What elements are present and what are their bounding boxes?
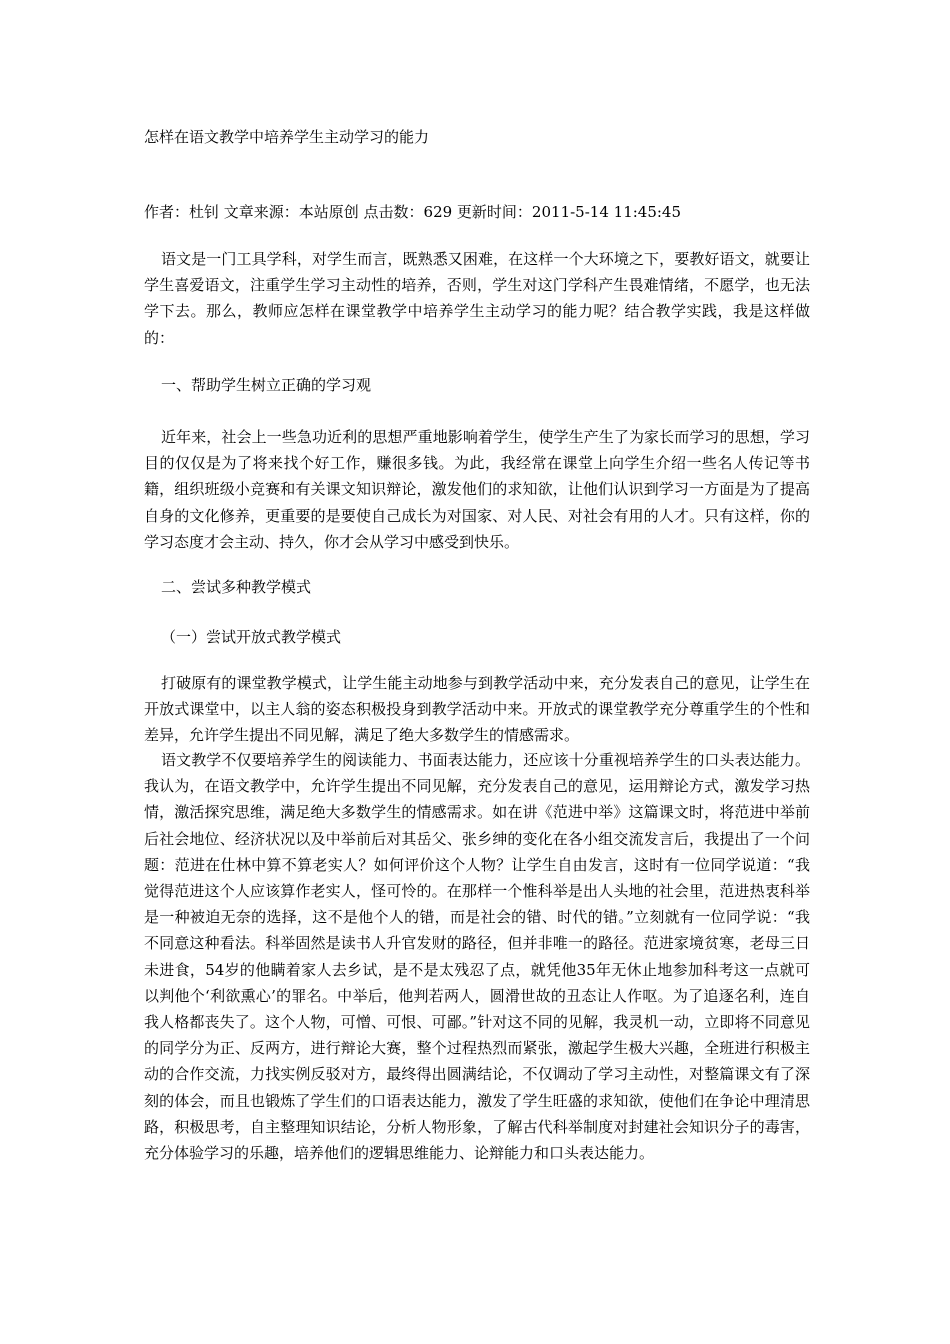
document-title: 怎样在语文教学中培养学生主动学习的能力 (144, 128, 430, 146)
section-2-heading: 二、尝试多种教学模式 (161, 578, 312, 596)
section-1-heading: 一、帮助学生树立正确的学习观 (161, 376, 372, 394)
section-1-paragraph: 近年来，社会上一些急功近利的思想严重地影响着学生，使学生产生了为家长而学习的思想，学习目的仅仅是为了将来找个好工作，赚很多钱。为此，我经常在课堂上向学生介绍一些名人传记等书籍，组织班级小竞赛和有关课文知识辩论，激发他们的求知欲，让他们认识到学习一方面是为了提高自身的文化修养，更重要的是要使自己成长为对国家、对人民、对社会有用的人才。只有这样，你的学习态度才会主动、持久，你才会从学习中感受到快乐。 (144, 428, 810, 551)
subsection-1-paragraph: 打破原有的课堂教学模式，让学生能主动地参与到教学活动中来，充分发表自己的意见，让学生在开放式课堂中，以主人翁的姿态积极投身到教学活动中来。开放式的课堂教学充分尊重学生的个性和差异，允许学生提出不同见解，满足了绝大多数学生的情感需求。 (144, 674, 810, 745)
article-meta: 作者：杜钊 文章来源：本站原创 点击数：629 更新时间：2011-5-14 11:45:45 (144, 203, 682, 221)
subsection-1-paragraph-2: 语文教学不仅要培养学生的阅读能力、书面表达能力，还应该十分重视培养学生的口头表达能力。我认为，在语文教学中，允许学生提出不同见解，充分发表自己的意见，运用辩论方式，激发学习热情，激活探究思维，满足绝大多数学生的情感需求。如在讲《范进中举》这篇课文时，将范进中举前后社会地位、经济状况以及中举前后对其岳父、张乡绅的变化在各小组交流发言后，我提出了一个问题：范进在仕林中算不算老实人？如何评价这个人物？让学生自由发言，这时有一位同学说道：“我觉得范进这个人应该算作老实人，怪可怜的。在那样一个惟科举是出人头地的社会里，范进热衷科举是一种被迫无奈的选择，这不是他个人的错，而是社会的错、时代的错。”立刻就有一位同学说：“我不同意这种看法。科举固然是读书人升官发财的路径，但并非唯一的路径。范进家境贫寒，老母三日未进食，54岁的他瞒着家人去乡试，是不是太残忍了点，就凭他35年无休止地参加科考这一点就可以判他个‘利欲熏心’的罪名。中举后，他判若两人，圆滑世故的丑态让人作呕。为了追逐名利，连自我人格都丧失了。这个人物，可憎、可恨、可鄙。”针对这不同的见解，我灵机一动，立即将不同意见的同学分为正、反两方，进行辩论大赛，整个过程热烈而紧张，激起学生极大兴趣，全班进行积极主动的合作交流，力找实例反驳对方，最终得出圆满结论，不仅调动了学习主动性，对整篇课文有了深刻的体会，而且也锻炼了学生们的口语表达能力，激发了学生旺盛的求知欲，使他们在争论中理清思路，积极思考，自主整理知识结论，分析人物形象，了解古代科举制度对封建社会知识分子的毒害，充分体验学习的乐趣，培养他们的逻辑思维能力、论辩能力和口头表达能力。 (144, 751, 810, 1163)
subsection-1-heading: （一）尝试开放式教学模式 (161, 628, 342, 646)
intro-paragraph: 语文是一门工具学科，对学生而言，既熟悉又困难，在这样一个大环境之下，要教好语文，就要让学生喜爱语文，注重学生学习主动性的培养，否则，学生对这门学科产生畏难情绪，不愿学，也无法学下去。那么，教师应怎样在课堂教学中培养学生主动学习的能力呢？结合教学实践，我是这样做的： (144, 250, 810, 347)
